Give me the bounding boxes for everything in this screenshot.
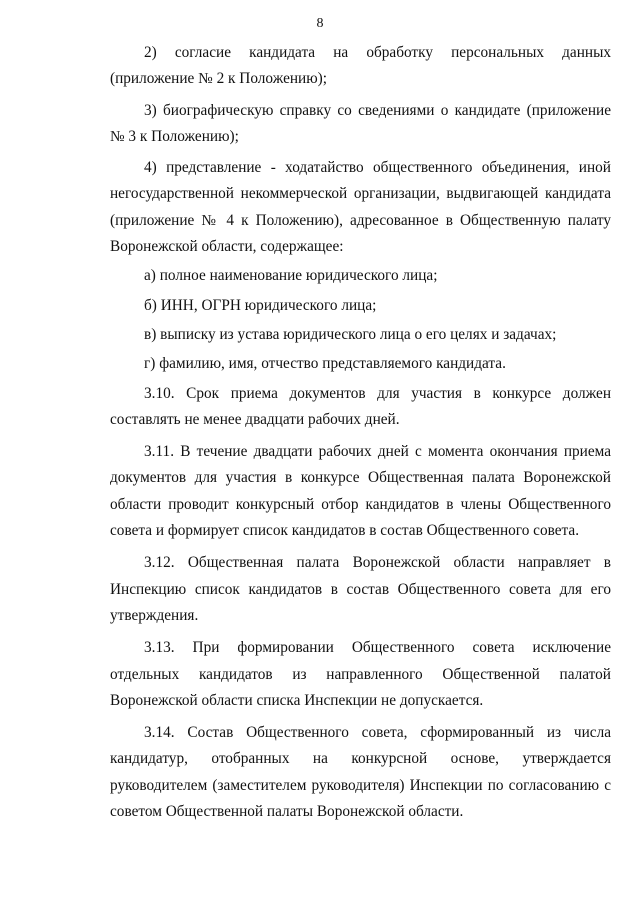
sub-item-a: а) полное наименование юридического лица; bbox=[144, 267, 438, 285]
clause-3-13: 3.13. При формировании Общественного совета исключение отдельных кандидатов из направленного Общественной палатой Воронежской области списка Инспекции не допускается. bbox=[110, 639, 611, 709]
page-number: 8 bbox=[316, 16, 324, 31]
clause-3-11: 3.11. В течение двадцати рабочих дней с момента окончания приема документов для участия в конкурсе Общественная палата Воронежской области проводит конкурсный отбор кандидатов в члены Общественного совета и формирует список кандидатов в состав Общественного совета. bbox=[110, 443, 611, 540]
sub-item-b: б) ИНН, ОГРН юридического лица; bbox=[144, 296, 377, 314]
list-item-4: 4) представление - ходатайство общественного объединения, иной негосударственной некоммерческой организации, выдвигающей кандидата (приложение № 4 к Положению), адресованное в Общественную палату Воронежской области, содержащее: bbox=[110, 159, 611, 256]
clause-3-14: 3.14. Состав Общественного совета, сформированный из числа кандидатур, отобранных на конкурсной основе, утверждается руководителем (заместителем руководителя) Инспекции по согласованию с советом Общественной палаты Воронежской области. bbox=[110, 724, 611, 821]
list-item-3: 3) биографическую справку со сведениями о кандидате (приложение № 3 к Положению); bbox=[110, 101, 611, 145]
clause-3-12: 3.12. Общественная палата Воронежской области направляет в Инспекцию список кандидатов в состав Общественного совета для его утверждения. bbox=[110, 554, 611, 624]
sub-item-g: г) фамилию, имя, отчество представляемого кандидата. bbox=[144, 355, 506, 373]
clause-3-10: 3.10. Срок приема документов для участия в конкурсе должен составлять не менее двадцати рабочих дней. bbox=[110, 384, 611, 428]
sub-item-v: в) выписку из устава юридического лица о его целях и задачах; bbox=[144, 325, 557, 343]
list-item-2: 2) согласие кандидата на обработку персональных данных (приложение № 2 к Положению); bbox=[110, 44, 611, 88]
document-body bbox=[110, 40, 611, 825]
